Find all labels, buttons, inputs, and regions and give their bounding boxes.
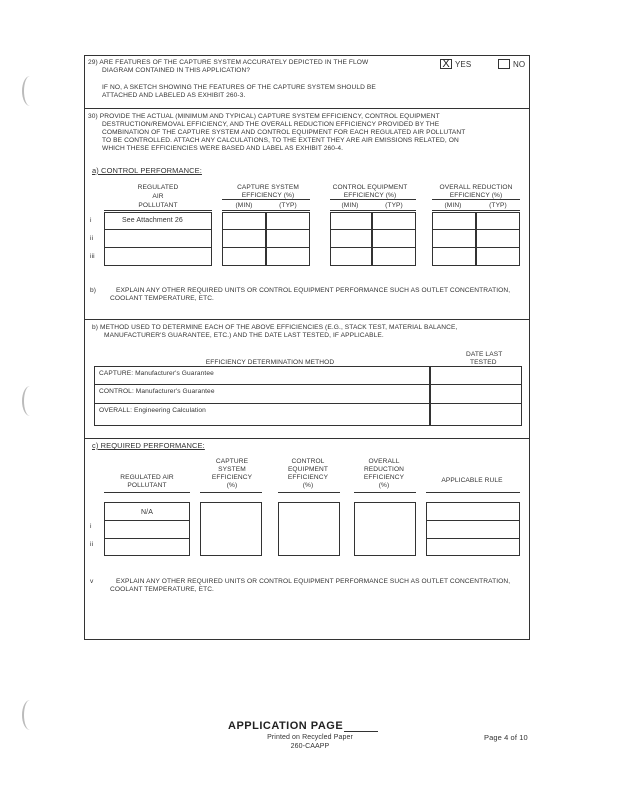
rule (278, 492, 340, 493)
overall-typ: (TYP) (489, 202, 507, 209)
req-col-overall-3: EFFICIENCY (363, 474, 405, 481)
req-col-pollutant-2: POLLUTANT (127, 482, 167, 489)
overall-min-cells[interactable] (432, 212, 476, 266)
col-pollutant-3: POLLUTANT (138, 202, 178, 209)
rule (432, 199, 520, 200)
rule (426, 520, 520, 521)
q30-line2: DESTRUCTION/REMOVAL EFFICIENCY, AND THE OVERALL REDUCTION EFFICIENCY PROVIDED BY THE (102, 121, 440, 128)
footer-title: APPLICATION PAGE (228, 720, 344, 732)
yes-label: YES (455, 60, 472, 69)
q29-line1: 29) ARE FEATURES OF THE CAPTURE SYSTEM ACCURATELY DEPICTED IN THE FLOW (88, 59, 369, 66)
q29-sketch-line1: IF NO, A SKETCH SHOWING THE FEATURES OF THE CAPTURE SYSTEM SHOULD BE (102, 84, 376, 91)
row1-pollutant[interactable]: See Attachment 26 (122, 217, 183, 224)
req-col-control-4: (%) (302, 482, 314, 489)
col-pollutant-2: AIR (152, 193, 164, 200)
row-label-ii: ii (90, 235, 94, 242)
rule (200, 492, 262, 493)
q30-line5: WHICH THESE EFFICIENCIES WERE BASED AND LABEL AS EXHIBIT 260-4. (102, 145, 344, 152)
control-min: (MIN) (341, 202, 359, 209)
req-explain-marker: v (90, 578, 94, 585)
overall-typ-cells[interactable] (476, 212, 520, 266)
binder-hole (22, 76, 38, 106)
req-col-control-1: CONTROL (291, 458, 325, 465)
req-rule-cells[interactable] (426, 502, 520, 556)
method-capture[interactable]: CAPTURE: Manufacturer's Guarantee (99, 370, 214, 377)
req-col-capture-1: CAPTURE (215, 458, 249, 465)
binder-hole (22, 386, 38, 416)
col-capture-1: CAPTURE SYSTEM (237, 184, 299, 191)
rule (430, 384, 522, 385)
col-overall-1: OVERALL REDUCTION (439, 184, 513, 191)
overall-min: (MIN) (444, 202, 462, 209)
capture-typ: (TYP) (279, 202, 297, 209)
date-last-1: DATE LAST (466, 351, 503, 358)
q29-line2: DIAGRAM CONTAINED IN THIS APPLICATION? (102, 67, 251, 74)
rule (104, 210, 212, 211)
rule (426, 492, 520, 493)
rule (222, 210, 310, 211)
req-row-label-ii: ii (90, 541, 94, 548)
date-last-2: TESTED (470, 359, 497, 366)
rule (104, 247, 212, 248)
req-capture-cells[interactable] (200, 502, 262, 556)
rule (94, 403, 430, 404)
rule (104, 538, 190, 539)
req-row1-pollutant[interactable]: N/A (141, 509, 153, 516)
rule (222, 247, 310, 248)
req-overall-cells[interactable] (354, 502, 416, 556)
col-control-2: EFFICIENCY (%) (343, 192, 397, 199)
req-col-capture-2: SYSTEM (218, 466, 246, 473)
footer-form-id: 260-CAAPP (290, 743, 330, 750)
req-col-capture-3: EFFICIENCY (211, 474, 253, 481)
rule (330, 210, 416, 211)
rule (430, 403, 522, 404)
row-label-i: i (90, 217, 92, 224)
req-col-capture-4: (%) (226, 482, 238, 489)
req-explain-line2: COOLANT TEMPERATURE, ETC. (110, 586, 214, 593)
req-col-overall-2: REDUCTION (363, 466, 405, 473)
req-explain-line1: EXPLAIN ANY OTHER REQUIRED UNITS OR CONTROL EQUIPMENT PERFORMANCE SUCH AS OUTLET CONCENTRATION, (116, 578, 511, 585)
req-col-rule: APPLICABLE RULE (441, 477, 503, 484)
req-col-control-2: EQUIPMENT (287, 466, 329, 473)
explain-marker: b) (90, 287, 97, 294)
capture-typ-cells[interactable] (266, 212, 310, 266)
footer-printed: Printed on Recycled Paper (267, 734, 353, 741)
footer-page-label: Page 4 of 10 (484, 733, 528, 742)
explain-line2: COOLANT TEMPERATURE, ETC. (110, 295, 214, 302)
capture-min: (MIN) (235, 202, 253, 209)
req-row-label-i: i (90, 523, 92, 530)
rule (426, 538, 520, 539)
rule (330, 229, 416, 230)
rule (432, 210, 520, 211)
rule (344, 731, 378, 732)
rule (104, 492, 190, 493)
req-col-overall-1: OVERALL (368, 458, 400, 465)
q30-line3: COMBINATION OF THE CAPTURE SYSTEM AND CONTROL EQUIPMENT FOR EACH REGULATED AIR POLLUTANT (102, 129, 466, 136)
no-checkbox[interactable] (498, 59, 510, 69)
no-label: NO (513, 60, 526, 69)
section-divider (84, 319, 530, 320)
req-col-pollutant-1: REGULATED AIR (120, 474, 174, 481)
method-line2: MANUFACTURER'S GUARANTEE, ETC.) AND THE DATE LAST TESTED, IF APPLICABLE. (104, 332, 384, 339)
rule (222, 229, 310, 230)
q30-line1: 30) PROVIDE THE ACTUAL (MINIMUM AND TYPICAL) CAPTURE SYSTEM EFFICIENCY, CONTROL EQUIPMENT (88, 113, 440, 120)
rule (330, 199, 416, 200)
capture-min-cells[interactable] (222, 212, 266, 266)
control-typ: (TYP) (385, 202, 403, 209)
req-col-overall-4: (%) (378, 482, 390, 489)
rule (432, 229, 520, 230)
col-control-1: CONTROL EQUIPMENT (332, 184, 408, 191)
col-overall-2: EFFICIENCY (%) (449, 192, 503, 199)
method-col-header: EFFICIENCY DETERMINATION METHOD (205, 359, 335, 366)
col-pollutant-1: REGULATED (137, 184, 179, 191)
method-line1: b) METHOD USED TO DETERMINE EACH OF THE ABOVE EFFICIENCIES (E.G., STACK TEST, MATERIAL BALANCE, (92, 324, 458, 331)
binder-hole (22, 700, 38, 730)
method-overall[interactable]: OVERALL: Engineering Calculation (99, 407, 206, 414)
rule (222, 199, 310, 200)
rule (104, 520, 190, 521)
q30-line4: TO BE CONTROLLED. ATTACH ANY CALCULATIONS, TO THE EXTENT THEY ARE AIR EMISSIONS RELATED, ON (102, 137, 459, 144)
section-divider (84, 108, 530, 109)
req-control-cells[interactable] (278, 502, 340, 556)
explain-line1: EXPLAIN ANY OTHER REQUIRED UNITS OR CONTROL EQUIPMENT PERFORMANCE SUCH AS OUTLET CONCENTRATION, (116, 287, 511, 294)
date-tested-cells[interactable] (430, 366, 522, 426)
q29-sketch-line2: ATTACHED AND LABELED AS EXHIBIT 260-3. (102, 92, 246, 99)
rule (330, 247, 416, 248)
row-label-iii: iii (90, 253, 95, 260)
rule (104, 229, 212, 230)
required-heading: c) REQUIRED PERFORMANCE: (92, 441, 205, 450)
yes-checkbox[interactable]: X (440, 59, 452, 69)
control-typ-cells[interactable] (372, 212, 416, 266)
control-performance-heading: a) CONTROL PERFORMANCE: (92, 166, 202, 175)
method-control[interactable]: CONTROL: Manufacturer's Guarantee (99, 388, 215, 395)
rule (432, 247, 520, 248)
col-capture-2: EFFICIENCY (%) (241, 192, 295, 199)
section-divider (84, 438, 530, 439)
rule (94, 384, 430, 385)
req-col-control-3: EFFICIENCY (287, 474, 329, 481)
control-min-cells[interactable] (330, 212, 372, 266)
rule (354, 492, 416, 493)
